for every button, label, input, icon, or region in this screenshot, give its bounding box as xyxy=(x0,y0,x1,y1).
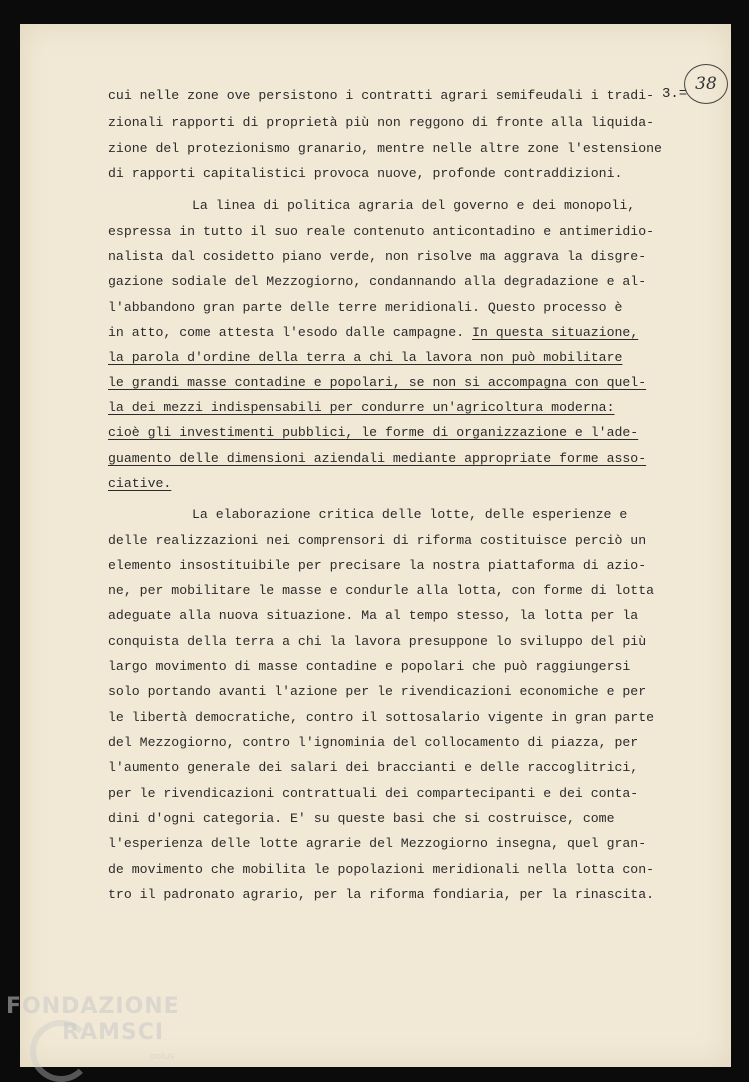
text-line: cioè gli investimenti pubblici, le forme di organizzazione e l'ade- xyxy=(108,425,639,440)
text-line: ciative. xyxy=(108,476,172,491)
text-line: le grandi masse contadine e popolari, se non si accompagna con quel- xyxy=(108,375,647,390)
text-line: l'abbandono gran parte delle terre meridionali. Questo processo è xyxy=(108,300,623,315)
text-line: cui nelle zone ove persistono i contratti agrari semifeudali i tradi- xyxy=(108,88,655,103)
text-line: per le rivendicazioni contrattuali dei compartecipanti e dei conta- xyxy=(108,786,639,801)
text-line: La elaborazione critica delle lotte, delle esperienze e xyxy=(192,507,628,522)
text-line: delle realizzazioni nei comprensori di riforma costituisce perciò un xyxy=(108,533,647,548)
watermark-suffix: onlus xyxy=(150,1052,175,1062)
text-line: adeguate alla nuova situazione. Ma al tempo stesso, la lotta per la xyxy=(108,608,639,623)
text-line: la dei mezzi indispensabili per condurre un'agricoltura moderna: xyxy=(108,400,615,415)
text-line: ne, per mobilitare le masse e condurle alla lotta, con forme di lotta xyxy=(108,583,655,598)
text-line: La linea di politica agraria del governo e dei monopoli, xyxy=(192,198,636,213)
text-line: nalista dal cosidetto piano verde, non risolve ma aggrava la disgre- xyxy=(108,249,647,264)
text-line: zione del protezionismo granario, mentre nelle altre zone l'estensione xyxy=(108,141,662,156)
text-line: solo portando avanti l'azione per le rivendicazioni economiche e per xyxy=(108,684,647,699)
watermark-line2: RAMSCI xyxy=(62,1020,165,1045)
text-line: l'aumento generale dei salari dei braccianti e delle raccoglitrici, xyxy=(108,760,639,775)
text-line: in atto, come attesta l'esodo dalle campagne. In questa situazione, xyxy=(108,325,639,340)
text-line: di rapporti capitalistici provoca nuove, profonde contraddizioni. xyxy=(108,166,623,181)
page-number: 3.= xyxy=(662,86,688,102)
text-line: largo movimento di masse contadine e popolari che può raggiungersi xyxy=(108,659,631,674)
folio-stamp: 38 xyxy=(684,64,728,104)
text-line: espressa in tutto il suo reale contenuto anticontadino e antimeridio- xyxy=(108,224,655,239)
text-line: zionali rapporti di proprietà più non reggono di fronte alla liquida- xyxy=(108,115,655,130)
watermark-line1: FONDAZIONE xyxy=(6,994,180,1019)
text-line: la parola d'ordine della terra a chi la lavora non può mobilitare xyxy=(108,350,623,365)
text-line: de movimento che mobilita le popolazioni meridionali nella lotta con- xyxy=(108,862,655,877)
text-line: conquista della terra a chi la lavora presuppone lo sviluppo del più xyxy=(108,634,647,649)
text-line: le libertà democratiche, contro il sottosalario vigente in gran parte xyxy=(108,710,655,725)
text-line: elemento insostituibile per precisare la nostra piattaforma di azio- xyxy=(108,558,647,573)
watermark xyxy=(6,996,180,1044)
text-line: del Mezzogiorno, contro l'ignominia del collocamento di piazza, per xyxy=(108,735,639,750)
text-line: dini d'ogni categoria. E' su queste basi che si costruisce, come xyxy=(108,811,615,826)
text-line: gazione sodiale del Mezzogiorno, condannando alla degradazione e al- xyxy=(108,274,647,289)
text-line: guamento delle dimensioni aziendali mediante appropriate forme asso- xyxy=(108,451,647,466)
text-line: tro il padronato agrario, per la riforma fondiaria, per la rinascita. xyxy=(108,887,655,902)
text-line: l'esperienza delle lotte agrarie del Mezzogiorno insegna, quel gran- xyxy=(108,836,647,851)
